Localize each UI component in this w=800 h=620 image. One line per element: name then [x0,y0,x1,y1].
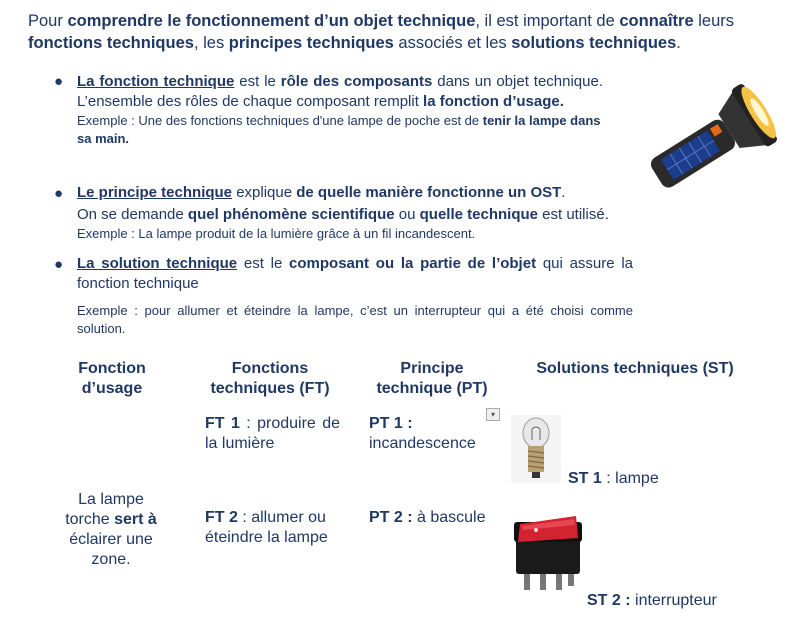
ft2-cell: FT 2 : allumer ou éteindre la lampe [205,509,328,546]
bullet-principe-technique: Le principe technique explique de quelle manière fonctionne un OST. On se demande quel phénomène scientifique ou quelle technique est utilisé. Exemple : La lampe produit de la lumière grâce à un fil incandescent. [77,184,609,241]
bullet-solution-technique: La solution technique est le composant ou la partie de l’objet qui assure la fonction technique Exemple : pour allumer et éteindre la lampe, c’est un interrupteur qui a été choisi comme solution. [77,255,633,336]
flashlight-image [636,70,786,195]
bullet-dot: ● [54,73,64,90]
intro-paragraph: Pour comprendre le fonctionnement d’un objet technique, il est important de connaître leurs fonctions techniques, les principes techniques associés et les solutions techniques. [28,12,735,52]
header-solutions-techniques: Solutions techniques (ST) [536,360,734,377]
st2-label: ST 2 : interrupteur [587,592,717,609]
header-fonction-usage: Fonction d’usage [78,360,146,397]
dropdown-arrow-icon[interactable]: ▾ [486,408,500,421]
fonction-usage-cell: La lampe torche sert à éclairer une zone. [65,491,157,568]
ft1-cell: FT 1 : produire de la lumière [205,415,341,452]
header-principe-technique: Principe technique (PT) [376,360,488,397]
bullet-dot: ● [54,256,64,273]
bulb-image [511,415,561,483]
bullet-fonction-technique: La fonction technique est le rôle des composants dans un objet technique. L’ensemble des rôles de chaque composant remplit la fonction d’usage. Exemple : Une des fonctions techniques d'une lampe de poche est de tenir la lampe dans sa main. [77,73,604,146]
pt2-cell: PT 2 : à bascule [369,509,486,526]
pt1-cell: PT 1 : incandescence [369,415,476,452]
st1-label: ST 1 : lampe [568,470,659,487]
bullet-dot: ● [54,185,64,202]
header-fonctions-techniques: Fonctions techniques (FT) [210,360,330,397]
switch-image [512,508,584,592]
